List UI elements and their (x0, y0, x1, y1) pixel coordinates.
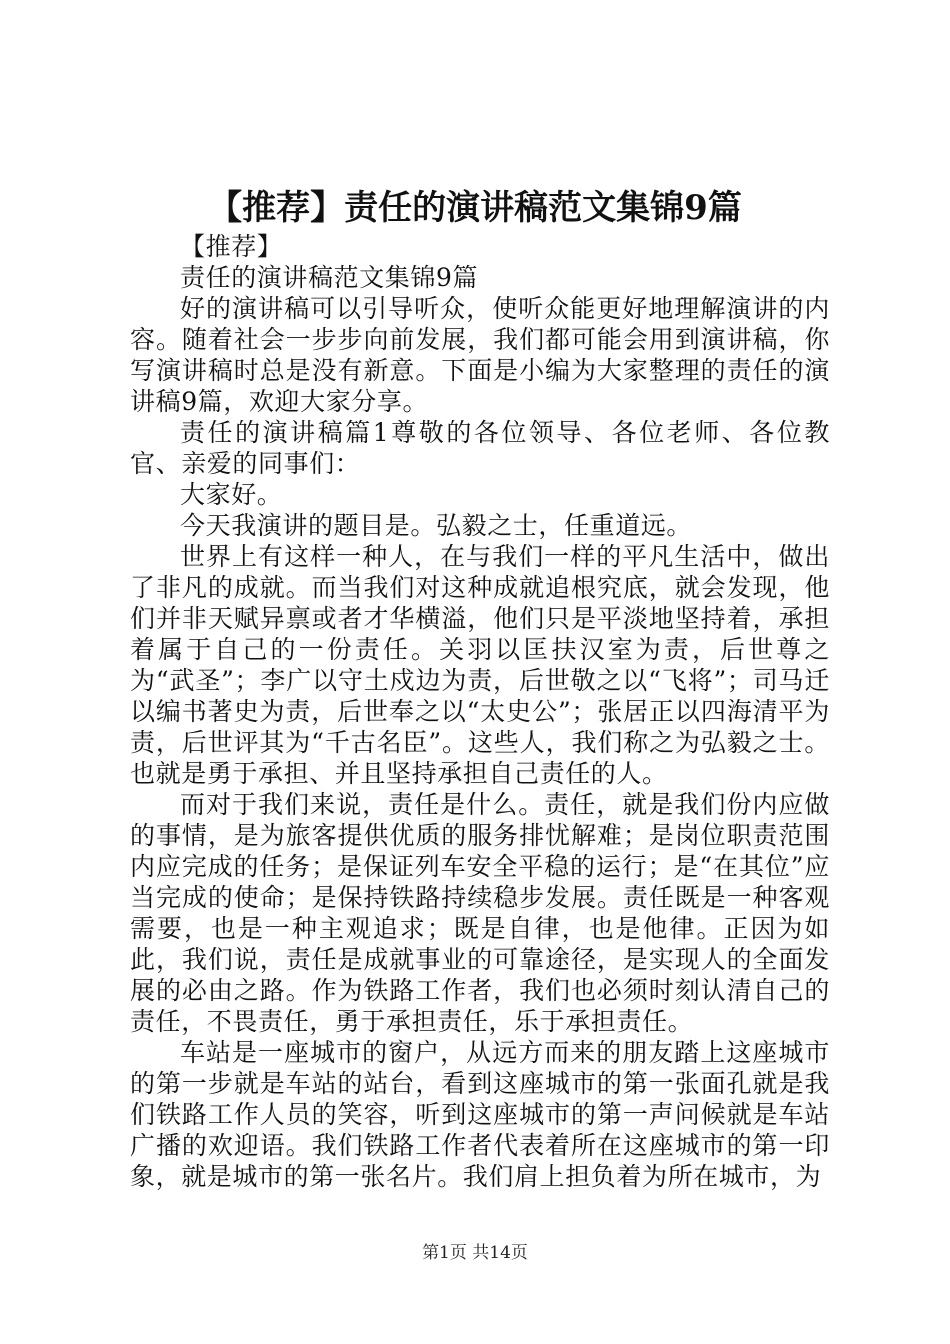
paragraph-body-2: 而对于我们来说，责任是什么。责任，就是我们份内应做的事情，是为旅客提供优质的服务排忧解难；是岗位职责范围内应完成的任务；是保证列车安全平稳的运行；是“在其位”应当完成的使命；是保持铁路持续稳步发展。责任既是一种客观需要，也是一种主观追求；既是自律，也是他律。正因为如此，我们说，责任是成就事业的可靠途径，是实现人的全面发展的必由之路。作为铁路工作者，我们也必须时刻认清自己的责任，不畏责任，勇于承担责任，乐于承担责任。 (130, 790, 830, 1036)
document-title: 【推荐】责任的演讲稿范文集锦9篇 (208, 188, 742, 228)
paragraph-subtitle: 责任的演讲稿范文集锦9篇 (180, 263, 479, 292)
paragraph-body-1: 世界上有这样一种人，在与我们一样的平凡生活中，做出了非凡的成就。而当我们对这种成就追根究底，就会发现，他们并非天赋异禀或者才华横溢，他们只是平淡地坚持着，承担着属于自己的一份责任。关羽以匡扶汉室为责，后世尊之为“武圣”；李广以守土戍边为责，后世敬之以“飞将”；司马迁以编书著史为责，后世奉之以“太史公”；张居正以四海清平为责，后世评其为“千古名臣”。这些人，我们称之为弘毅之士。也就是勇于承担、并且坚持承担自己责任的人。 (130, 542, 830, 788)
paragraph-recommend-tag: 【推荐】 (180, 232, 283, 261)
paragraph-greeting: 大家好。 (180, 480, 283, 509)
paragraph-salutation: 责任的演讲稿篇1尊敬的各位领导、各位老师、各位教官、亲爱的同事们： (130, 418, 830, 478)
paragraph-topic: 今天我演讲的题目是。弘毅之士，任重道远。 (180, 511, 693, 540)
paragraph-intro: 好的演讲稿可以引导听众，使听众能更好地理解演讲的内容。随着社会一步步向前发展，我们都可能会用到演讲稿，你写演讲稿时总是没有新意。下面是小编为大家整理的责任的演讲稿9篇，欢迎大家分享。 (130, 294, 830, 416)
paragraph-body-3: 车站是一座城市的窗户，从远方而来的朋友踏上这座城市的第一步就是车站的站台，看到这座城市的第一张面孔就是我们铁路工作人员的笑容，听到这座城市的第一声问候就是车站广播的欢迎语。我们铁路工作者代表着所在这座城市的第一印象，就是城市的第一张名片。我们肩上担负着为所在城市，为 (130, 1038, 830, 1191)
document-body (130, 231, 830, 1192)
page-footer: 第1页 共14页 (422, 1243, 528, 1263)
